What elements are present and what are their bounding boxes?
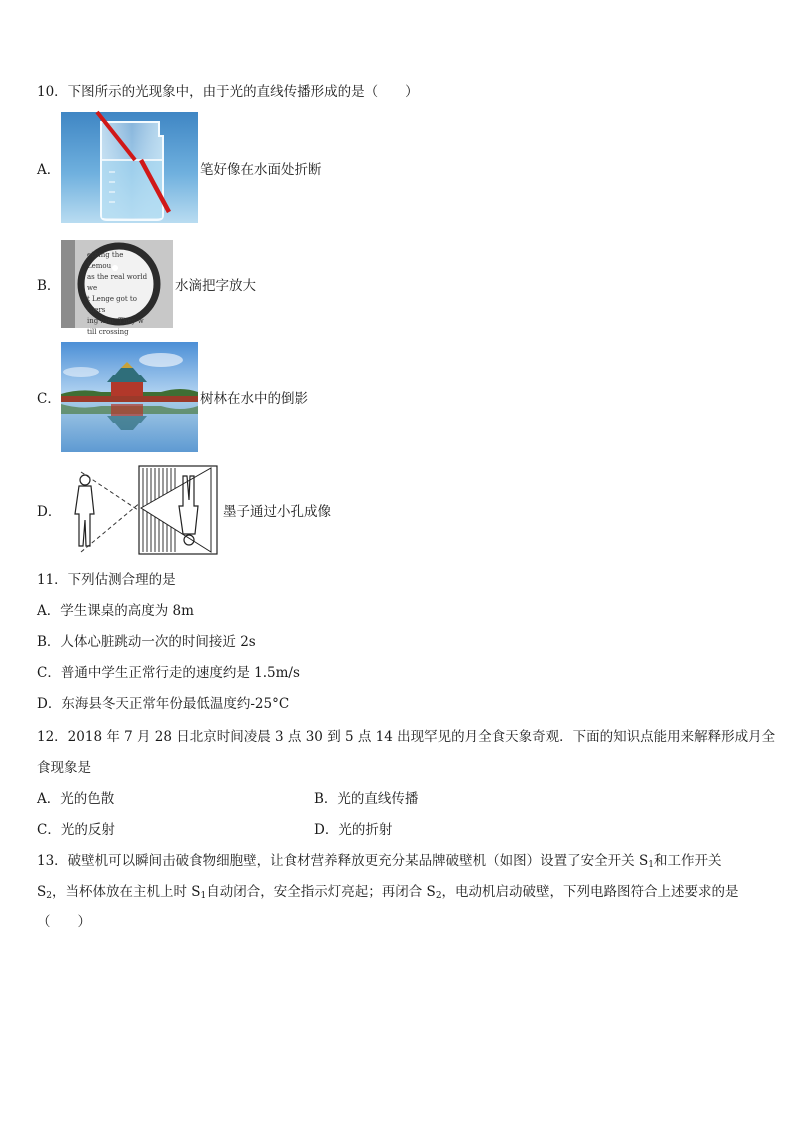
q12-option-a: A．光的色散 [37,791,115,807]
magnified-line: till crossing [87,328,129,336]
water-drop-magnifier-icon [61,240,173,336]
q11-option-b: B．人体心脏跳动一次的时间接近 2s [37,634,256,650]
option-text: 笔好像在水面处折断 [200,161,322,178]
q12-stem-line1: 12．2018 年 7 月 28 日北京时间凌晨 3 点 30 到 5 点 14 出现罕见的月全食天象奇观．下面的知识点能用来解释形成月全 [37,729,776,745]
tower-reflection-in-water-icon [61,342,198,452]
subscript: 2 [46,891,52,901]
option-text: 墨子通过小孔成像 [223,504,331,520]
text: ，当杯体放在主机上时 S [51,884,201,900]
text: ，电动机启动破壁，下列电路图符合上述要求的是 [441,884,739,900]
q10-option-c [37,342,308,452]
option-letter: B． [37,278,61,294]
q10-option-b [37,240,256,336]
text: S [37,884,47,900]
pencil-in-water-beaker-icon [61,112,198,223]
q11-stem: 11．下列估测合理的是 [37,572,176,588]
q12-option-b: B．光的直线传播 [314,791,419,807]
text: 13．破壁机可以瞬间击破食物细胞壁，让食材营养释放更充分某品牌破壁机（如图）设置了安全开关 S [37,853,649,869]
q10-stem: 10．下图所示的光现象中，由于光的直线传播形成的是（ ） [37,84,419,100]
q11-option-d: D．东海县冬天正常年份最低温度约-25°C [37,696,290,712]
text: 自动闭合，安全指示灯亮起；再闭合 S [206,884,436,900]
option-text: 树林在水中的倒影 [200,391,308,407]
q12-stem-line2: 食现象是 [37,760,91,776]
text: 和工作开关 [653,853,722,869]
subscript: 1 [200,891,207,901]
q11-option-c: C．普通中学生正常行走的速度约是 1.5m/s [37,665,300,681]
option-letter: C． [37,391,61,407]
magnified-line: Lemou [87,262,112,270]
magnified-line: as the real world we [87,273,148,292]
subscript: 2 [435,891,442,901]
magnified-line: ething the [87,251,124,259]
q11-option-a: A．学生课桌的高度为 8m [37,603,194,619]
option-letter: A． [37,161,61,178]
magnified-line: t Lenge got to thers [87,295,137,314]
q10-option-a [37,112,322,223]
q10-option-d [37,464,331,556]
q13-stem-line2 [37,883,739,905]
pinhole-camera-icon [61,464,221,556]
q13-stem-line1 [37,852,721,874]
option-letter: D． [37,504,62,520]
magnified-line: ing him. They w [87,317,144,325]
option-text: 水滴把字放大 [175,278,256,294]
q13-stem-line3: （ ） [37,914,91,930]
subscript: 1 [648,860,654,870]
q12-option-d: D．光的折射 [314,822,393,838]
q12-option-c: C．光的反射 [37,822,115,838]
